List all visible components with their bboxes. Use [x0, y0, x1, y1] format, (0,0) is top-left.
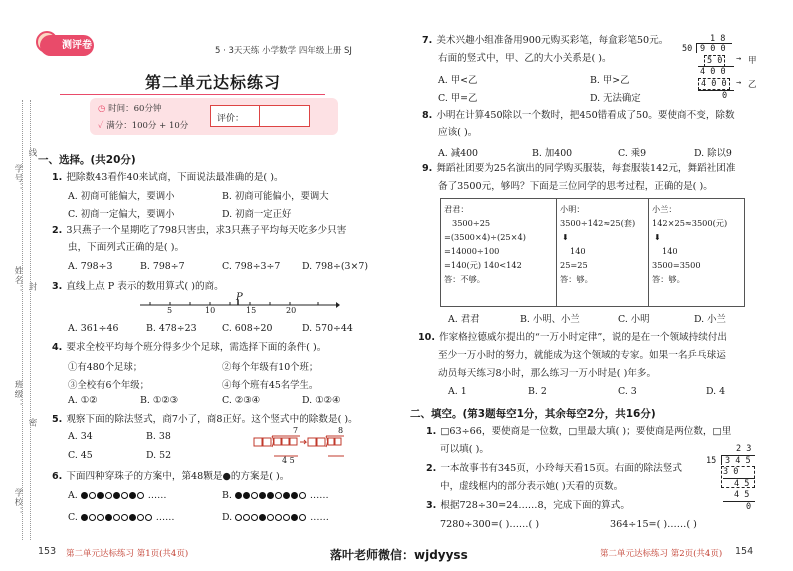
time-info: ◷ 时间：60分钟: [98, 104, 162, 114]
option[interactable]: B. 初商可能偏小，要调大: [222, 191, 329, 202]
tick-label: 15: [246, 306, 257, 315]
option[interactable]: B. 2: [528, 386, 547, 397]
option[interactable]: D. 4: [706, 386, 726, 397]
question-2-cont: 虫，下面列式正确的是( )。: [68, 242, 185, 253]
tick-label: 5: [167, 306, 173, 315]
option[interactable]: C. 608÷20: [222, 323, 273, 334]
option[interactable]: D. 初商一定正好: [222, 209, 292, 220]
option[interactable]: C. 乘9: [618, 148, 647, 159]
option[interactable]: C. 初商一定偏大，要调小: [68, 209, 175, 220]
option[interactable]: D. 52: [146, 450, 172, 461]
fill-3-eq2[interactable]: 364÷15=( )……( ): [610, 519, 697, 530]
footer-text: 第二单元达标练习 第1页(共4页): [66, 549, 189, 559]
question-7-cont: 右面的竖式中，甲、乙的大小关系是( )。: [438, 53, 612, 64]
option-beads-a[interactable]: A. ……: [68, 490, 167, 501]
point-p: P: [236, 292, 243, 303]
series-header: 5 · 3天天练 小学数学 四年级上册 SJ: [215, 46, 352, 56]
fill-2: 2. 一本故事书有345页，小玲每天看15页。右面的除法竖式: [426, 463, 682, 474]
option[interactable]: B. 798÷7: [140, 261, 185, 272]
footer-text: 第二单元达标练习 第2页(共4页): [600, 549, 723, 559]
condition: ③全校有6个年级；: [68, 380, 149, 391]
fill-1: 1. □63÷66，要使商是一位数，□里最大填( )；要使商是两位数，□里: [426, 426, 732, 437]
seal-label: 密: [27, 418, 37, 428]
question-10-cont: 至少一万小时的努力，就能成为这个领域的专家。如果一名乒乓球运: [438, 350, 726, 361]
option[interactable]: A. 361÷46: [68, 323, 119, 334]
badge: 测评卷: [40, 35, 94, 56]
option[interactable]: B. 478÷23: [146, 323, 197, 334]
question-4: 4. 要求全校平均每个班分得多少个足球，需选择下面的条件( )。: [52, 342, 327, 353]
section-title: 二、填空。(第3题每空1分，其余每空2分，共16分): [410, 408, 656, 420]
option[interactable]: C. 3: [618, 386, 637, 397]
option[interactable]: B. 甲>乙: [590, 75, 630, 86]
tick-label: 20: [286, 306, 297, 315]
condition: ②每个年级有10个班；: [222, 362, 319, 373]
arrow-icon: →: [736, 78, 742, 88]
option[interactable]: D. 小兰: [694, 314, 726, 325]
fill-2-cont: 中，虚线框内的部分表示她( )天看的页数。: [440, 481, 624, 492]
seal-label: 封: [27, 282, 37, 292]
arrow-icon: →: [736, 54, 742, 64]
question-10: 10. 作家格拉德威尔提出的“一万小时定律”，说的是在一个领域持续付出: [418, 332, 728, 343]
page-number: 153: [38, 546, 57, 557]
page-number: 154: [735, 546, 754, 557]
name-label: 姓名：: [13, 266, 23, 295]
question-6: 6. 下面四种穿珠子的方案中，第48颗是●的方案是( )。: [52, 471, 290, 482]
fill-1-cont: 可以填( )。: [440, 444, 489, 455]
fill-3: 3. 根据728÷30=24……8，完成下面的算式。: [426, 500, 630, 511]
cell-junjun: 君君： 3500÷25 =(3500×4)÷(25×4) =14000÷100 =140(元) 140<142 答：不够。: [441, 199, 557, 307]
wechat-watermark: 落叶老师微信：wjdyyss: [330, 548, 468, 562]
score-info: ✓ 满分：100分 + 10分: [98, 121, 189, 131]
question-10-cont: 动员每天练习8小时，那么练习一万小时是( )年多。: [438, 368, 657, 379]
eval-box[interactable]: 评价：: [210, 105, 310, 127]
option[interactable]: C. 小明: [618, 314, 650, 325]
quotient-digit: 8: [338, 426, 344, 435]
question-7: 7. 美术兴趣小组准备用900元购买彩笔，每盒彩笔50元。: [422, 35, 669, 46]
condition: ④每个班有45名学生。: [222, 380, 319, 391]
option[interactable]: C. 798÷3÷7: [222, 261, 281, 272]
question-8: 8. 小明在计算450除以一个数时，把450错看成了50。要使商不变，除数: [422, 110, 735, 121]
thinking-table: [440, 198, 745, 307]
option[interactable]: A. ①②: [68, 395, 98, 406]
option[interactable]: B. 小明、小兰: [520, 314, 580, 325]
option[interactable]: C. 甲=乙: [438, 93, 478, 104]
section-title: 一、选择。(共20分): [38, 154, 136, 166]
option[interactable]: A. 减400: [438, 148, 478, 159]
option[interactable]: B. 加400: [532, 148, 573, 159]
question-1: 1. 把除数43看作40来试商，下面说法最准确的是( )。: [52, 172, 284, 183]
option[interactable]: D. 无法确定: [590, 93, 641, 104]
option-beads-b[interactable]: B. ……: [222, 490, 329, 501]
option[interactable]: D. 798÷(3×7): [302, 261, 368, 272]
option[interactable]: A. 初商可能偏大，要调小: [68, 191, 175, 202]
check-icon: ✓: [98, 121, 107, 131]
id-label: 学号：: [13, 164, 23, 193]
option-beads-c[interactable]: C. ……: [68, 512, 175, 523]
condition: ①有480个足球；: [68, 362, 143, 373]
option[interactable]: D. 570÷44: [302, 323, 353, 334]
option[interactable]: A. 1: [448, 386, 467, 397]
option[interactable]: B. 38: [146, 431, 171, 442]
option[interactable]: A. 798÷3: [68, 261, 113, 272]
fill-3-eq1[interactable]: 7280÷300=( )……( ): [440, 519, 540, 530]
option[interactable]: D. ①②④: [302, 395, 341, 406]
question-5: 5. 观察下面的除法竖式，商7小了，商8正好。这个竖式中的除数是( )。: [52, 414, 358, 425]
question-3: 3. 直线上点 P 表示的数用算式( )的商。: [52, 281, 224, 292]
down-arrow-icon: ⬇: [654, 232, 661, 242]
question-9-cont: 备了3500元，够吗？下面是三位同学的思考过程，正确的是( )。: [438, 181, 713, 192]
option[interactable]: A. 君君: [448, 314, 480, 325]
clock-icon: ◷: [98, 104, 109, 114]
long-division-7: 1 8 50 9 0 0 5 0 4 0 0 4 0 0 0 → 甲 → 乙: [682, 34, 757, 101]
seal-label: 线: [27, 148, 37, 158]
tick-label: 10: [205, 306, 216, 315]
option[interactable]: C. ②③④: [222, 395, 261, 406]
question-8-cont: 应该( )。: [438, 127, 478, 138]
question-2: 2. 3只燕子一个星期吃了798只害虫，求3只燕子平均每天吃多少只害: [52, 225, 347, 236]
question-9: 9. 舞蹈社团要为25名演出的同学购买服装，每套服装142元，舞蹈社团准: [422, 163, 736, 174]
option[interactable]: D. 除以9: [694, 148, 732, 159]
option[interactable]: B. ①②③: [140, 395, 179, 406]
long-division-f2: 2 3 15 3 4 5 3 0 4 5 4 5 0: [706, 444, 766, 512]
option-beads-d[interactable]: D. ……: [222, 512, 329, 523]
partial-product: 4 5: [282, 456, 295, 465]
quotient-digit: 7: [293, 426, 299, 435]
option[interactable]: C. 45: [68, 450, 93, 461]
page-title: 第二单元达标练习: [145, 73, 282, 92]
option[interactable]: A. 34: [68, 431, 93, 442]
option[interactable]: A. 甲<乙: [438, 75, 478, 86]
class-label: 班级：: [13, 380, 23, 409]
school-label: 学校：: [13, 488, 23, 517]
cell-xiaolan: 小兰： 142×25≈3500(元) ⬇ 140 3500=3500 答：够。: [649, 199, 745, 307]
down-arrow-icon: ⬇: [562, 232, 569, 242]
cell-xiaoming: 小明： 3500÷142≈25(套) ⬇ 140 25=25 答：够。: [557, 199, 649, 307]
